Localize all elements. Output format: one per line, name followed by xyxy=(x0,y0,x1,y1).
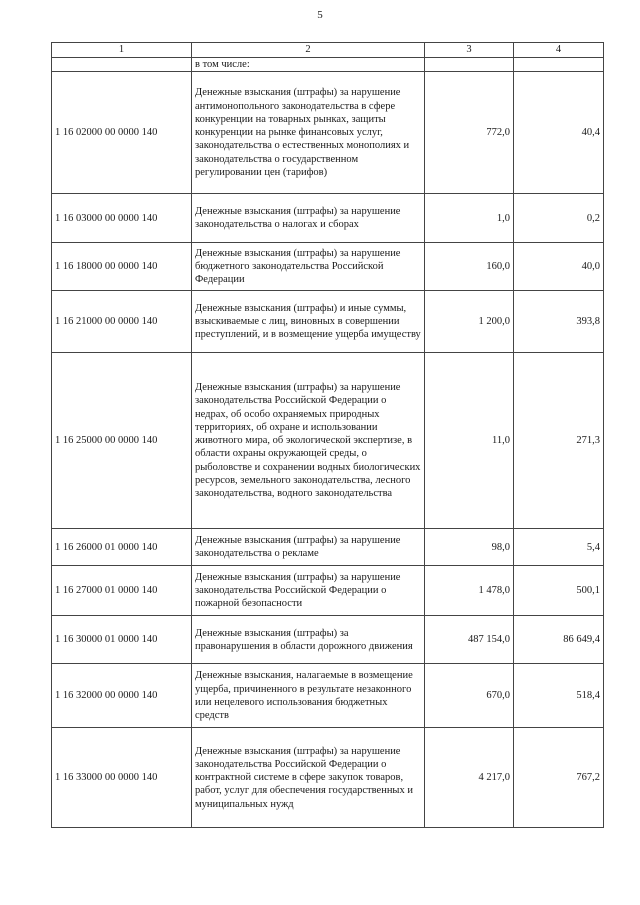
table-row xyxy=(52,664,604,728)
col3-value: 670,0 xyxy=(425,664,514,728)
subtitle-row xyxy=(52,58,604,72)
budget-table xyxy=(51,42,604,828)
table-row xyxy=(52,529,604,566)
col4-value: 40,4 xyxy=(514,72,604,194)
col4-value: 40,0 xyxy=(514,243,604,291)
col3-value: 1,0 xyxy=(425,194,514,243)
col3-value: 1 478,0 xyxy=(425,566,514,616)
col3-value: 11,0 xyxy=(425,353,514,529)
col3-value: 487 154,0 xyxy=(425,616,514,664)
description-cell: Денежные взыскания (штрафы) за нарушение антимонопольного законодательства в сфере конкуренции на товарных рынках, защиты конкуренции на рынке финансовых услуг, законодательства о естественных монополиях и законодательства о государственном регулировании цен (тарифов) xyxy=(192,72,425,194)
description-cell: Денежные взыскания (штрафы) за правонарушения в области дорожного движения xyxy=(192,616,425,664)
page-number: 5 xyxy=(317,9,323,21)
table-row xyxy=(52,243,604,291)
col4-value: 393,8 xyxy=(514,291,604,353)
col4-value: 271,3 xyxy=(514,353,604,529)
col4-value: 0,2 xyxy=(514,194,604,243)
col3-value: 772,0 xyxy=(425,72,514,194)
table-row xyxy=(52,291,604,353)
code-cell: 1 16 27000 01 0000 140 xyxy=(52,566,192,616)
col4-value: 518,4 xyxy=(514,664,604,728)
col4-value: 500,1 xyxy=(514,566,604,616)
col4-value: 5,4 xyxy=(514,529,604,566)
description-cell: Денежные взыскания (штрафы) за нарушение законодательства о рекламе xyxy=(192,529,425,566)
code-cell: 1 16 25000 00 0000 140 xyxy=(52,353,192,529)
description-cell: Денежные взыскания, налагаемые в возмещение ущерба, причиненного в результате незаконного или нецелевого использования бюджетных средств xyxy=(192,664,425,728)
description-cell: Денежные взыскания (штрафы) за нарушение законодательства о налогах и сборах xyxy=(192,194,425,243)
description-cell: Денежные взыскания (штрафы) за нарушение законодательства Российской Федерации о контрактной системе в сфере закупок товаров, работ, услуг для обеспечения государственных и муниципальных нужд xyxy=(192,728,425,828)
header-row xyxy=(52,43,604,58)
col4-value: 86 649,4 xyxy=(514,616,604,664)
table-row xyxy=(52,566,604,616)
col3-value: 98,0 xyxy=(425,529,514,566)
description-cell: Денежные взыскания (штрафы) и иные суммы, взыскиваемые с лиц, виновных в совершении преступлений, и в возмещение ущерба имуществу xyxy=(192,291,425,353)
code-cell: 1 16 30000 01 0000 140 xyxy=(52,616,192,664)
code-cell: 1 16 33000 00 0000 140 xyxy=(52,728,192,828)
subtitle-cell: в том числе: xyxy=(192,58,425,72)
table-row xyxy=(52,353,604,529)
table-row xyxy=(52,616,604,664)
code-cell: 1 16 18000 00 0000 140 xyxy=(52,243,192,291)
col4-value: 767,2 xyxy=(514,728,604,828)
description-cell: Денежные взыскания (штрафы) за нарушение законодательства Российской Федерации о недрах, об особо охраняемых природных территориях, об охране и использовании животного мира, об экологической экспертизе, в области охраны окружающей среды, о рыболовстве и сохранении водных биологических ресурсов, земельного законодательства, лесного законодательства, водного законодательства xyxy=(192,353,425,529)
table-row xyxy=(52,72,604,194)
code-cell: 1 16 03000 00 0000 140 xyxy=(52,194,192,243)
code-cell: 1 16 02000 00 0000 140 xyxy=(52,72,192,194)
header-col-3: 3 xyxy=(425,43,514,58)
header-col-2: 2 xyxy=(192,43,425,58)
description-cell: Денежные взыскания (штрафы) за нарушение бюджетного законодательства Российской Федерации xyxy=(192,243,425,291)
col3-value: 1 200,0 xyxy=(425,291,514,353)
col3-value: 4 217,0 xyxy=(425,728,514,828)
header-col-1: 1 xyxy=(52,43,192,58)
code-cell: 1 16 21000 00 0000 140 xyxy=(52,291,192,353)
table-row xyxy=(52,728,604,828)
header-col-4: 4 xyxy=(514,43,604,58)
code-cell: 1 16 32000 00 0000 140 xyxy=(52,664,192,728)
code-cell: 1 16 26000 01 0000 140 xyxy=(52,529,192,566)
description-cell: Денежные взыскания (штрафы) за нарушение законодательства Российской Федерации о пожарной безопасности xyxy=(192,566,425,616)
col3-value: 160,0 xyxy=(425,243,514,291)
table-row xyxy=(52,194,604,243)
